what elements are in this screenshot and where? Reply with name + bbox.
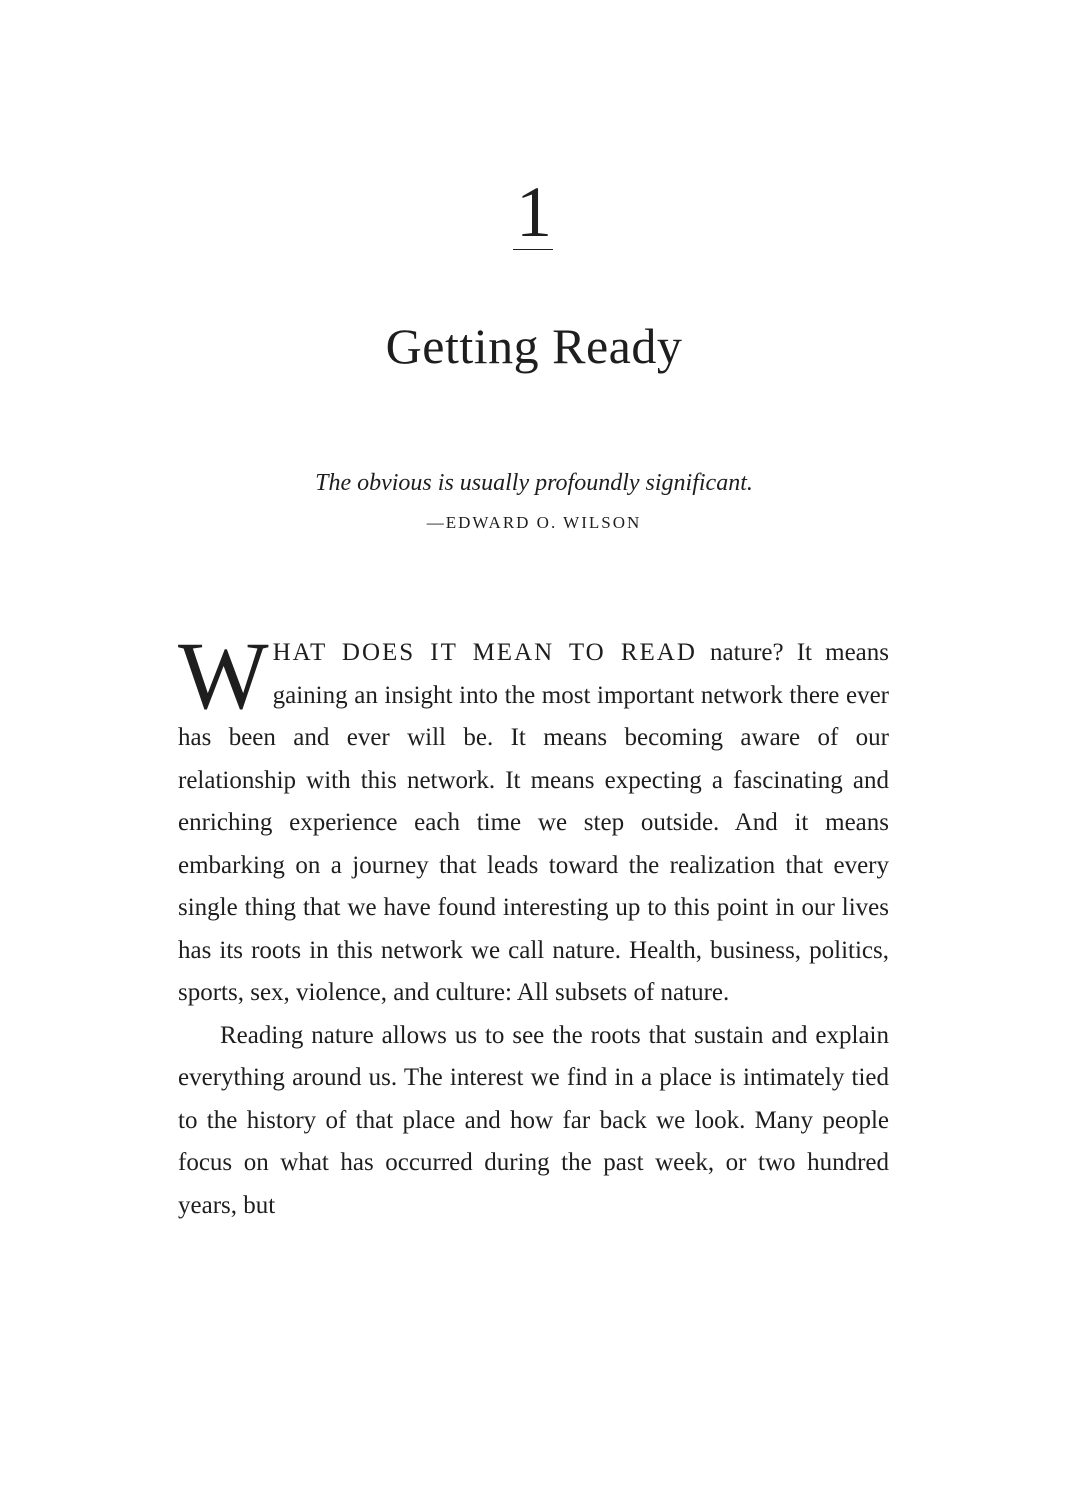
paragraph-1-text: nature? It means gaining an insight into the most important network there ever has been and ever will be. It means becoming aware of our relationship with this network. It means expecting a fascinating and enriching experience each time we step outside. And it means embarking on a journey that leads toward the realization that every single thing that we have found interesting up to this point in our lives has its roots in this network we call nature. Health, business, politics, sports, sex, violence, and culture: All subsets of nature. bbox=[178, 639, 890, 1006]
paragraph-2: Reading nature allows us to see the roots that sustain and explain everything around us. The interest we find in a place is intimately tied to the history of that place and how far back we look. Many people focus on what has occurred during the past week, or two hundred years, but bbox=[178, 1021, 889, 1219]
epigraph-attribution: —EDWARD O. WILSON bbox=[426, 513, 642, 532]
epigraph-quote: The obvious is usually profoundly significant. bbox=[315, 470, 753, 496]
chapter-number: 1 bbox=[516, 172, 552, 252]
lead-in-caps: HAT DOES IT MEAN TO READ bbox=[272, 639, 697, 666]
chapter-title: Getting Ready bbox=[385, 318, 683, 374]
drop-cap: W bbox=[178, 622, 269, 729]
chapter-number-rule bbox=[513, 249, 553, 250]
epigraph bbox=[0, 466, 1068, 538]
body-text bbox=[178, 622, 890, 1227]
paragraph-1 bbox=[178, 622, 890, 1015]
